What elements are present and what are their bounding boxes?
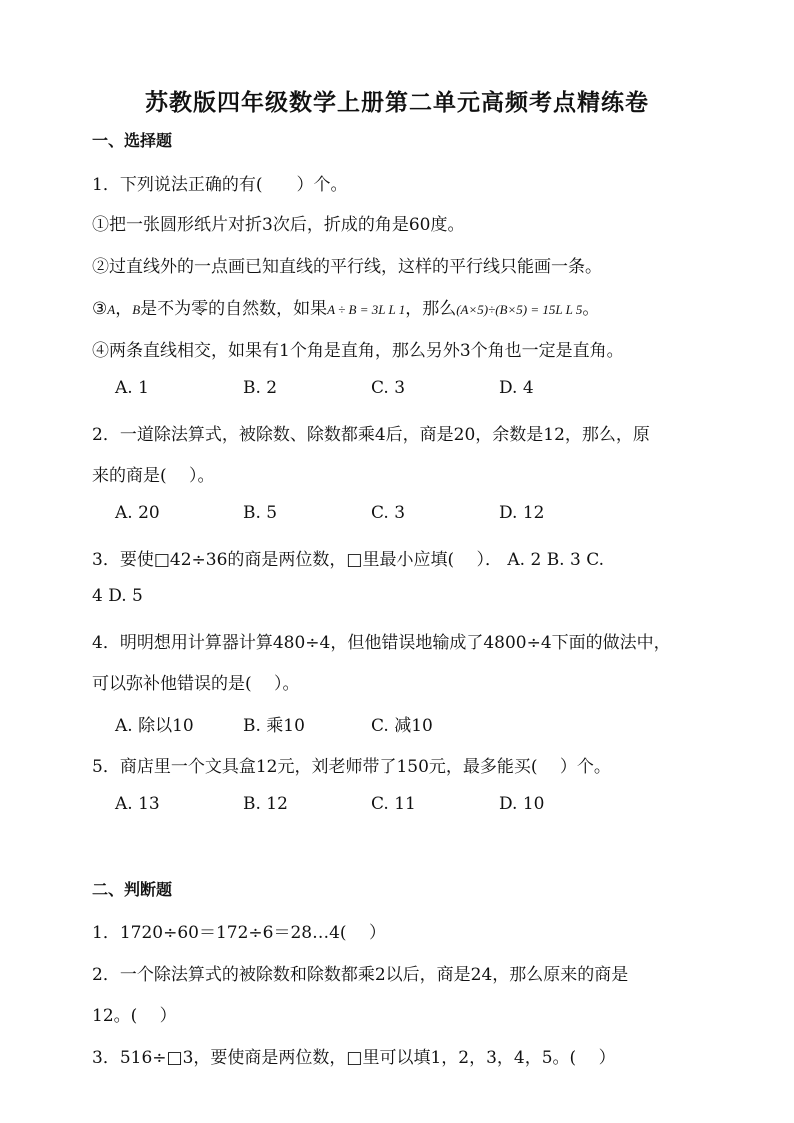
statement-3-marker: ③ [92, 299, 108, 319]
q5-option-c[interactable]: C. 11 [371, 794, 416, 814]
judgement-question-2-line-2: 12。( ） [92, 1006, 177, 1026]
section-heading-choice: 一、选择题 [92, 131, 173, 150]
statement-3-end: 。 [582, 299, 600, 319]
q4-option-b[interactable]: B. 乘10 [243, 716, 305, 736]
q1-option-a[interactable]: A. 1 [115, 378, 149, 398]
judgement-question-2-line-1: 2．一个除法算式的被除数和除数都乘2以后，商是24，那么原来的商是 [92, 965, 629, 985]
statement-3-text-2: ，那么 [405, 299, 457, 319]
page-title: 苏教版四年级数学上册第二单元高频考点精练卷 [145, 89, 649, 116]
q2-option-d[interactable]: D. 12 [499, 503, 545, 523]
judgement-question-3: 3．516÷□3，要使商是两位数，□里可以填1，2，3，4，5。( ） [92, 1048, 616, 1068]
q2-option-b[interactable]: B. 5 [243, 503, 278, 523]
question-1-statement-4: ④两条直线相交，如果有1个角是直角，那么另外3个角也一定是直角。 [92, 341, 624, 361]
q1-option-c[interactable]: C. 3 [371, 378, 406, 398]
question-1-statement-1: ①把一张圆形纸片对折3次后，折成的角是60度。 [92, 215, 465, 235]
q1-option-b[interactable]: B. 2 [243, 378, 278, 398]
q4-option-c[interactable]: C. 减10 [371, 716, 433, 736]
q5-option-d[interactable]: D. 10 [499, 794, 545, 814]
q2-option-c[interactable]: C. 3 [371, 503, 406, 523]
expression-2: (A×5)÷(B×5) = 15L L 5 [456, 302, 583, 317]
question-2-line-1: 2．一道除法算式，被除数、除数都乘4后，商是20，余数是12，那么，原 [92, 425, 650, 445]
variable-a: A [107, 302, 116, 317]
question-5-line-1: 5．商店里一个文具盒12元，刘老师带了150元，最多能买( ）个。 [92, 757, 611, 777]
question-3-line-2: 4 D. 5 [92, 586, 143, 606]
question-1-statement-3: ③A，B是不为零的自然数，如果A ÷ B = 3L L 1，那么(A×5)÷(B×5) = 15L L 5。 [92, 299, 600, 319]
question-1-statement-2: ②过直线外的一点画已知直线的平行线，这样的平行线只能画一条。 [92, 257, 602, 277]
expression-1: A ÷ B = 3L L 1 [327, 302, 406, 317]
statement-3-text-1: 是不为零的自然数，如果 [140, 299, 328, 319]
q4-option-a[interactable]: A. 除以10 [115, 716, 194, 736]
question-1-stem: 1．下列说法正确的有( ）个。 [92, 175, 348, 195]
q1-option-d[interactable]: D. 4 [499, 378, 534, 398]
variable-b: B [132, 302, 141, 317]
question-4-line-2: 可以弥补他错误的是( ）。 [92, 674, 300, 694]
q5-option-b[interactable]: B. 12 [243, 794, 288, 814]
section-heading-judgement: 二、判断题 [92, 880, 173, 899]
q2-option-a[interactable]: A. 20 [115, 503, 160, 523]
question-2-line-2: 来的商是( ）。 [92, 466, 215, 486]
judgement-question-1: 1．1720÷60＝172÷6＝28…4( ） [92, 923, 386, 943]
q5-option-a[interactable]: A. 13 [115, 794, 160, 814]
question-3-line-1: 3．要使□42÷36的商是两位数，□里最小应填( ）． A. 2 B. 3 C. [92, 550, 605, 570]
question-4-line-1: 4．明明想用计算器计算480÷4，但他错误地输成了4800÷4下面的做法中， [92, 633, 671, 653]
